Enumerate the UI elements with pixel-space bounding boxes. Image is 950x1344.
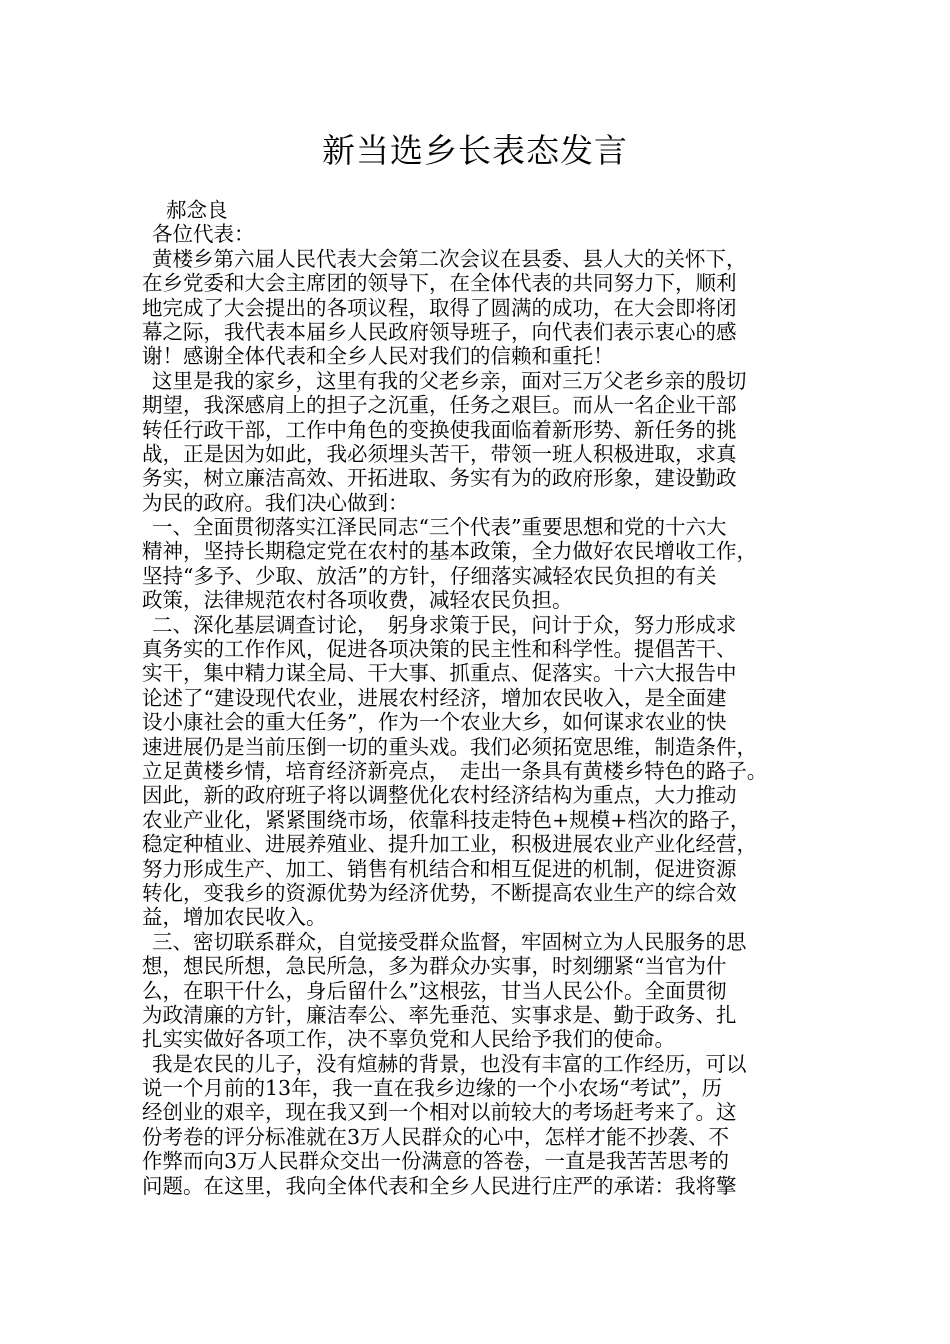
text-line: 政策，法律规范农村各项收费，减轻农民负担。	[142, 588, 573, 613]
document-title: 新当选乡长表态发言	[322, 131, 628, 170]
text-line: 二、深化基层调查讨论， 躬身求策于民，问计于众，努力形成求	[152, 612, 737, 637]
text-line: 设小康社会的重大任务”，作为一个农业大乡，如何谋求农业的快	[142, 710, 727, 735]
text-line: 务实，树立廉洁高效、开拓进取、务实有为的政府形象，建设勤政	[142, 466, 737, 491]
text-line: 份考卷的评分标准就在3万人民群众的心中，怎样才能不抄袭、不	[142, 1124, 730, 1149]
text-line: 一、全面贯彻落实江泽民同志“三个代表”重要思想和党的十六大	[152, 515, 727, 540]
text-line: 经创业的艰辛，现在我又到一个相对以前较大的考场赶考来了。这	[142, 1100, 737, 1125]
text-line: 精神，坚持长期稳定党在农村的基本政策，全力做好农民增收工作，	[142, 539, 757, 564]
text-line: 论述了“建设现代农业，进展农村经济，增加农民收入，是全面建	[142, 685, 727, 710]
text-line: 谢！感谢全体代表和全乡人民对我们的信赖和重托！	[142, 344, 614, 369]
text-line: 稳定种植业、进展养殖业、提升加工业，积极进展农业产业化经营，	[142, 832, 757, 857]
text-line: 幕之际，我代表本届乡人民政府领导班子，向代表们表示衷心的感	[142, 319, 737, 344]
author-name: 郝念良	[166, 198, 228, 222]
text-line: 说一个月前的13年，我一直在我乡边缘的一个小农场“考试”，历	[142, 1076, 723, 1101]
text-line: 扎实实做好各项工作，决不辜负党和人民给予我们的使命。	[142, 1027, 675, 1052]
text-line: 转化，变我乡的资源优势为经济优势，不断提高农业生产的综合效	[142, 880, 737, 905]
text-line: 想，想民所想，急民所急，多为群众办实事，时刻绷紧“当官为什	[142, 954, 727, 979]
text-line: 作弊而向3万人民群众交出一份满意的答卷，一直是我苦苦思考的	[142, 1149, 730, 1174]
text-line: 我是农民的儿子，没有煊赫的背景，也没有丰富的工作经历，可以	[152, 1051, 747, 1076]
text-line: 为民的政府。我们决心做到：	[142, 490, 409, 515]
text-line: 坚持“多予、少取、放活”的方针，仔细落实减轻农民负担的有关	[142, 563, 717, 588]
text-line: 么，在职干什么，身后留什么”这根弦，甘当人民公仆。全面贯彻	[142, 978, 727, 1003]
text-line: 努力形成生产、加工、销售有机结合和相互促进的机制，促进资源	[142, 856, 737, 881]
text-line: 问题。在这里，我向全体代表和全乡人民进行庄严的承诺：我将擎	[142, 1173, 737, 1198]
text-line: 期望，我深感肩上的担子之沉重，任务之艰巨。而从一名企业干部	[142, 393, 737, 418]
text-line: 战，正是因为如此，我必须埋头苦干，带领一班人积极进取，求真	[142, 441, 737, 466]
text-line: 益，增加农民收入。	[142, 905, 327, 930]
text-line: 三、密切联系群众，自觉接受群众监督，牢固树立为人民服务的思	[152, 929, 747, 954]
document-body	[142, 198, 832, 1198]
text-line: 为政清廉的方针，廉洁奉公、率先垂范、实事求是、勤于政务、扎	[142, 1002, 737, 1027]
text-line: 因此，新的政府班子将以调整优化农村经济结构为重点，大力推动	[142, 783, 737, 808]
text-line: 农业产业化，紧紧围绕市场，依靠科技走特色+规模+档次的路子，	[142, 807, 751, 832]
text-line: 各位代表：	[152, 222, 255, 247]
text-line: 在乡党委和大会主席团的领导下，在全体代表的共同努力下，顺利	[142, 271, 737, 296]
text-line: 黄楼乡第六届人民代表大会第二次会议在县委、县人大的关怀下，	[152, 246, 747, 271]
text-line: 立足黄楼乡情，培育经济新亮点， 走出一条具有黄楼乡特色的路子。	[142, 758, 768, 783]
text-line: 转任行政干部，工作中角色的变换使我面临着新形势、新任务的挑	[142, 417, 737, 442]
text-line: 地完成了大会提出的各项议程，取得了圆满的成功，在大会即将闭	[142, 295, 737, 320]
paragraph-lines	[142, 222, 832, 1198]
text-line: 实干，集中精力谋全局、干大事、抓重点、促落实。十六大报告中	[142, 661, 737, 686]
text-line: 真务实的工作作风，促进各项决策的民主性和科学性。提倡苦干、	[142, 637, 737, 662]
text-line: 速进展仍是当前压倒一切的重头戏。我们必须拓宽思维，制造条件，	[142, 734, 757, 759]
text-line: 这里是我的家乡，这里有我的父老乡亲，面对三万父老乡亲的殷切	[152, 368, 747, 393]
